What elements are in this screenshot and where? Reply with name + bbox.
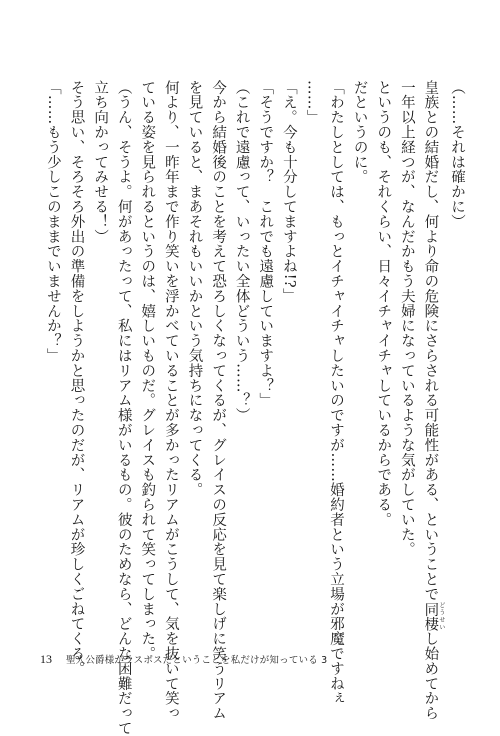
page-footer — [40, 652, 327, 668]
text-line: 何より、一昨年まで作り笑いを浮かべていることが多かったリアムがこうして、気を抜いて笑っ — [162, 80, 179, 721]
text-line: （うん、そうよ。何があったって、私にはリアム様がいるもの。彼のためなら、どんな困難だって — [115, 80, 132, 736]
text-line: 一年以上経つが、なんだかもう夫婦になっているような気がしていた。 — [398, 80, 415, 557]
text-line: ている姿を見られるというのは、嬉しいものだ。グレイスも釣られて笑ってしまった。 — [139, 80, 156, 662]
text-line: 立ち向かってみせる！） — [92, 80, 109, 244]
text-line: （……それは確かに） — [449, 80, 465, 229]
text-line: 「わたしとしては、もっとイチャイチャしたいのですが……婚約者という立場が邪魔ですねぇ — [328, 80, 345, 706]
text-line: 「……もう少しこのままでいませんか？」 — [44, 80, 61, 364]
text-line: 今から結婚後のことを考えて恐ろしくなってくるが、グレイスの反応を見て楽しげに笑うリアム — [210, 80, 227, 721]
text-line: ……」 — [304, 80, 321, 125]
page-number: 13 — [40, 652, 52, 666]
text-line: 「そうですか？ これでも遠慮していますよ？」 — [257, 80, 274, 408]
text-line: そう思い、そろそろ外出の準備をしようかと思ったのだが、リアムが珍しくごねてくる。 — [68, 80, 85, 676]
text-line: を見ていると、まあそれもいいかという気持ちになってくる。 — [186, 80, 203, 498]
text-line: 「え。今も十分してますよね!?」 — [280, 80, 297, 304]
text-line: （これで遠慮って、いったい全体どういう……？） — [233, 80, 250, 423]
text-line: というのも、それくらい、日々イチャイチャしているからである。 — [375, 80, 392, 527]
text-line: だというのに。 — [351, 80, 368, 185]
running-title: 聖人公爵様がラスボスだということを私だけが知っている 3 — [66, 655, 328, 666]
text-line: 皇族との結婚だし、何より命の危険にさらされる可能性がある、ということで同棲 どうせいし始めてから — [422, 80, 445, 721]
ruby-annotation: 同棲 どうせい — [422, 601, 445, 632]
